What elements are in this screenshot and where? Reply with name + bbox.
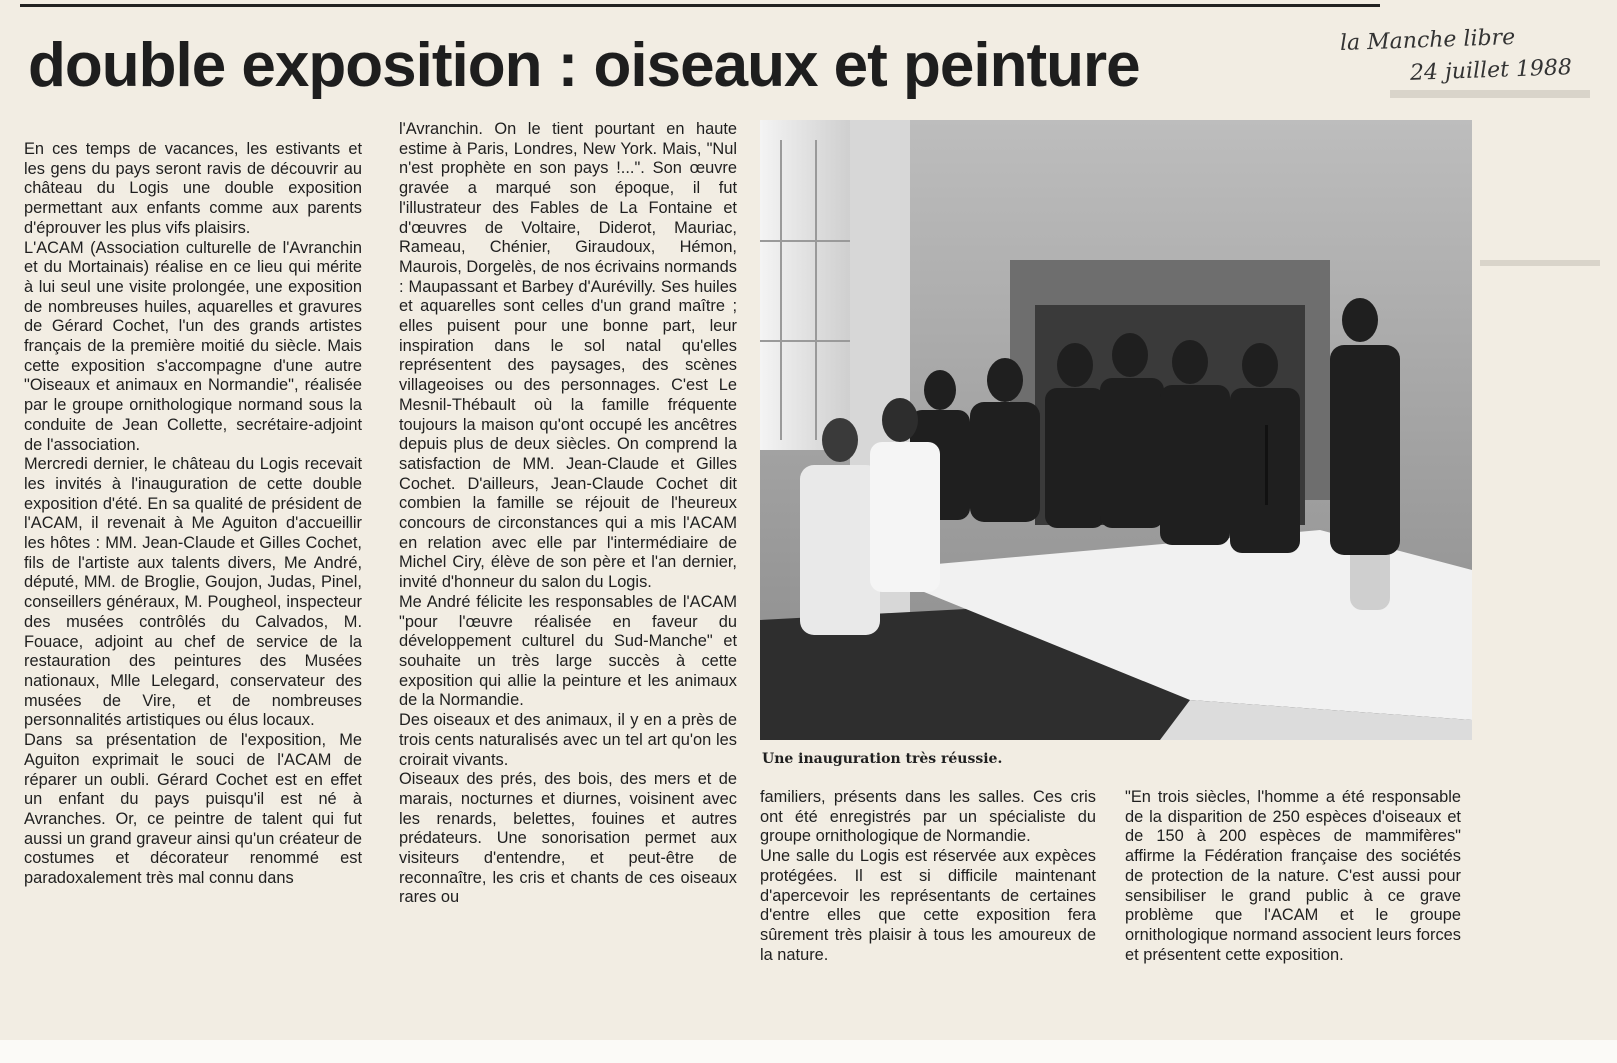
paragraph: Des oiseaux et des animaux, il y en a près de trois cents naturalisés avec un tel art qu'on les croirait vivants. bbox=[399, 711, 737, 769]
article-column-1 bbox=[24, 140, 362, 889]
paragraph: Me André félicite les responsables de l'ACAM "pour l'œuvre réalisée en faveur du développement culturel du Sud-Manche" et souhaite un très large succès à cette exposition qui allie la peinture et les animaux de la Normandie. bbox=[399, 592, 737, 710]
handwritten-date: 24 juillet 1988 bbox=[1409, 55, 1573, 86]
paragraph: Mercredi dernier, le château du Logis recevait les invités à l'inauguration de cette double exposition d'été. En sa qualité de président de l'ACAM, il revenait à Me Aguiton d'accueillir les hôtes : MM. Jean-Claude et Gilles Cochet, fils de l'artiste aux talents divers, Me André, député, MM. de Broglie, Goujon, Judas, Pinel, conseillers généraux, M. Pougheol, inspecteur des musées contrôlés du Calvados, M. Fouace, adjoint au chef de service de la restauration des peintures des Musées nationaux, Mlle Lelegard, conservateur des musées de Vire, et de nombreuses personnalités artistiques ou élus locaux. bbox=[24, 455, 362, 730]
paragraph: Dans sa présentation de l'exposition, Me Aguiton exprimait le souci de l'ACAM de réparer un oubli. Gérard Cochet est en effet un enfant du pays puisqu'il est né à Avranches. Or, ce peintre de talent qui fut aussi un grand graveur ainsi qu'un créateur de costumes et décorateur renommé est paradoxalement très mal connu dans bbox=[24, 731, 362, 888]
paragraph: L'ACAM (Association culturelle de l'Avranchin et du Mortainais) réalise en ce lieu qui mérite à lui seul une visite prolongée, une exposition de nombreuses huiles, aquarelles et gravures de Gérard Cochet, l'un des grands artistes français de la première moitié du siècle. Mais cette exposition s'accompagne d'une autre "Oiseaux et animaux en Normandie", réalisée par le groupe ornithologique normand sous la conduite de Jean Collette, secrétaire-adjoint de l'association. bbox=[24, 238, 362, 454]
paragraph: En ces temps de vacances, les estivants et les gens du pays seront ravis de découvrir au château du Logis une double exposition permettant aux enfants comme aux parents d'éprouver les plus vifs plaisirs. bbox=[24, 140, 362, 237]
article-column-3 bbox=[760, 788, 1096, 965]
headline: double exposition : oiseaux et peinture bbox=[28, 31, 1140, 100]
bleed-through-text bbox=[1480, 260, 1600, 266]
top-rule bbox=[20, 4, 1380, 7]
bleed-through-text bbox=[1390, 90, 1590, 98]
inauguration-photo bbox=[760, 120, 1472, 740]
handwritten-publication: la Manche libre bbox=[1339, 24, 1516, 57]
paragraph: l'Avranchin. On le tient pourtant en haute estime à Paris, Londres, New York. Mais, "Nul n'est prophète en son pays !...". Son œuvre gravée a marqué son époque, il fut l'illustrateur des Fables de La Fontaine et d'œuvres de Voltaire, Diderot, Mauriac, Rameau, Chénier, Giraudoux, Hémon, Maurois, Dorgelès, de nos écrivains normands : Maupassant et Barbey d'Aurévilly. Ses huiles et aquarelles sont celles d'un grand maître ; elles puisent pour une bonne part, leur inspiration dans le sol natal qu'elles représentent des paysages, des scènes villageoises ou des personnages. C'est Le Mesnil-Thébault où la famille fréquente toujours la maison qu'ont occupé les ancêtres depuis plus de deux siècles. On comprend la satisfaction de MM. Jean-Claude et Gilles Cochet. D'ailleurs, Jean-Claude Cochet dit combien la famille se réjouit de l'heureux concours de circonstances qui a mis l'ACAM en relation avec elle par l'intermédiaire de Michel Ciry, élève de son père et l'an dernier, invité d'honneur du salon du Logis. bbox=[399, 120, 737, 592]
paragraph: Oiseaux des prés, des bois, des mers et de marais, nocturnes et diurnes, voisinent avec les renards, belettes, fouines et autres prédateurs. Une sonorisation permet aux visiteurs d'entendre, et peut-être de reconnaître, les cris et chants de ces oiseaux rares ou bbox=[399, 770, 737, 907]
paragraph: Une salle du Logis est réservée aux expèces protégées. Il est si difficile maintenant d'apercevoir les représentants de certaines d'entre elles que cette exposition fera sûrement très plaisir à tous les amoureux de la nature. bbox=[760, 847, 1096, 964]
paragraph: "En trois siècles, l'homme a été responsable de la disparition de 250 espèces d'oiseaux et de 150 à 200 espèces de mammifères" affirme la Fédération française des sociétés de protection de la nature. C'est aussi pour sensibiliser le grand public à ce grave problème que l'ACAM et le groupe ornithologique normand associent leurs forces et présentent cette exposition. bbox=[1125, 788, 1461, 964]
paragraph: familiers, présents dans les salles. Ces cris ont été enregistrés par un spécialiste du groupe ornithologique de Normandie. bbox=[760, 788, 1096, 846]
photo-caption: Une inauguration très réussie. bbox=[762, 751, 1003, 767]
photo-illustration bbox=[760, 120, 1472, 740]
article-column-2 bbox=[399, 120, 737, 908]
article-column-4 bbox=[1125, 788, 1461, 965]
